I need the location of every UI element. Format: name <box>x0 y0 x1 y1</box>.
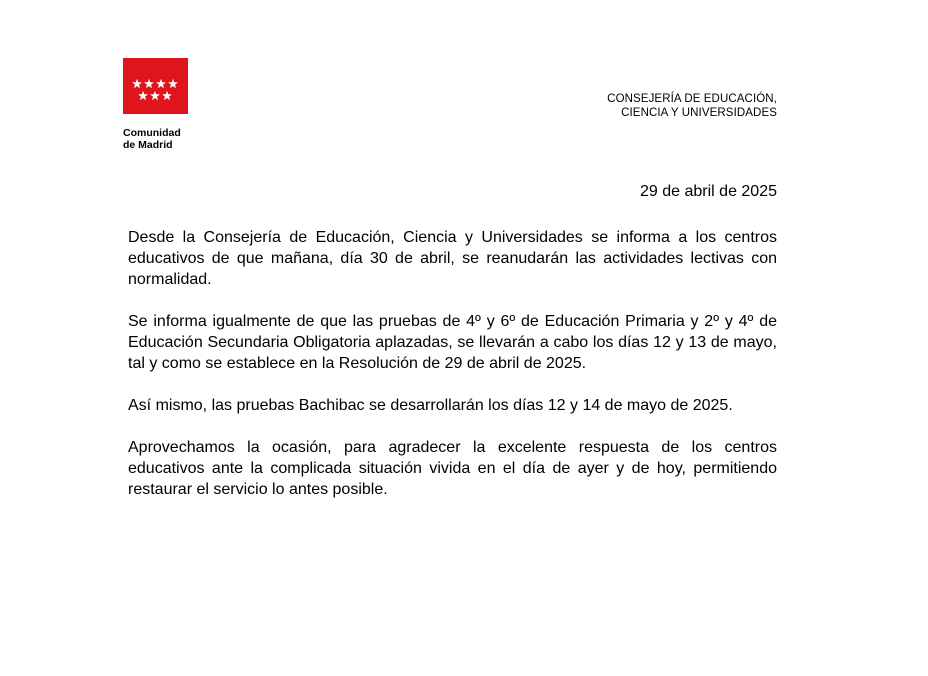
logo-text-line1: Comunidad <box>123 127 181 139</box>
seven-stars-icon <box>123 58 188 114</box>
department-line2: CIENCIA Y UNIVERSIDADES <box>621 107 777 119</box>
comunidad-de-madrid-logo <box>123 58 189 151</box>
logo-text-line2: de Madrid <box>123 139 173 151</box>
department-line1: CONSEJERÍA DE EDUCACIÓN, <box>607 93 777 105</box>
paragraph-exams-rescheduled: Se informa igualmente de que las pruebas de 4º y 6º de Educación Primaria y 2º y 4º de Educación Secundaria Obligatoria aplazadas, se llevarán a cabo los días 12 y 13 de mayo, tal y como se establece en la Resolución de 29 de abril de 2025. <box>128 313 777 372</box>
document-body <box>128 227 777 521</box>
department-header <box>607 92 777 120</box>
paragraph-resumption: Desde la Consejería de Educación, Ciencia y Universidades se informa a los centros educativos de que mañana, día 30 de abril, se reanudarán las actividades lectivas con normalidad. <box>128 229 777 288</box>
paragraph-bachibac: Así mismo, las pruebas Bachibac se desarrollarán los días 12 y 14 de mayo de 2025. <box>128 397 733 414</box>
paragraph-thanks: Aprovechamos la ocasión, para agradecer la excelente respuesta de los centros educativos ante la complicada situación vivida en el día de ayer y de hoy, permitiendo restaurar el servicio lo antes posible. <box>128 439 777 498</box>
document-date: 29 de abril de 2025 <box>640 183 777 200</box>
